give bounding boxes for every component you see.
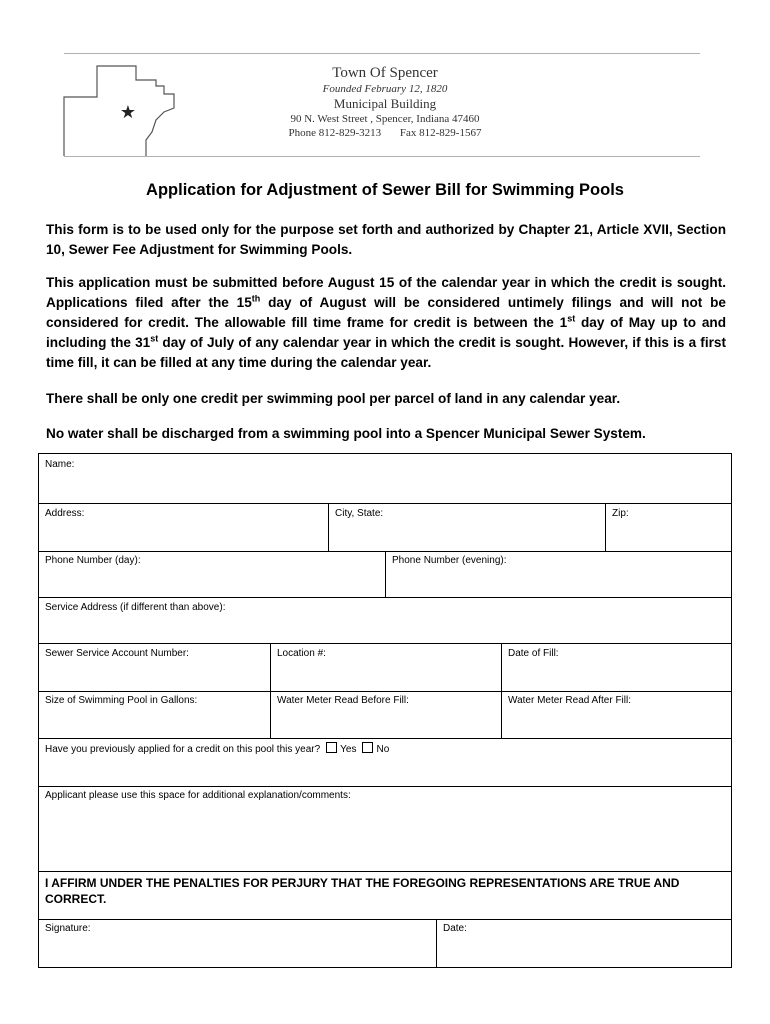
fax-number: Fax 812-829-1567 [399, 127, 482, 139]
paragraph-one-credit: There shall be only one credit per swimming pool per parcel of land in any calendar year. [46, 391, 621, 406]
yes-checkbox[interactable] [326, 742, 337, 753]
building-name: Municipal Building [333, 96, 437, 111]
meter-before-field[interactable]: Water Meter Read Before Fill: [277, 695, 409, 706]
street-address: 90 N. West Street , Spencer, Indiana 47460 [290, 113, 480, 125]
affirmation-statement: I AFFIRM UNDER THE PENALTIES FOR PERJURY THAT THE FOREGOING REPRESENTATIONS ARE TRUE AND CORRECT. [45, 876, 680, 906]
previously-applied-question: Have you previously applied for a credit on this pool this year? Yes No [45, 744, 390, 755]
account-number-field[interactable]: Sewer Service Account Number: [45, 648, 189, 659]
no-checkbox[interactable] [362, 742, 373, 753]
letterhead [270, 64, 500, 140]
address-field[interactable]: Address: [45, 508, 85, 519]
phone-day-field[interactable]: Phone Number (day): [45, 555, 141, 566]
application-form [38, 453, 732, 968]
pool-size-field[interactable]: Size of Swimming Pool in Gallons: [45, 695, 198, 706]
yes-label: Yes [340, 744, 357, 755]
paragraph-deadline: This application must be submitted before August 15 of the calendar year in which the credit is sought. Applications filed after the 15th day of August will be considered untimely filings and will not be considered for credit. The allowable fill time frame for credit is between the 1st day of May up to and including the 31st day of July of any calendar year in which the credit is sought. However, if this is a first time fill, it can be filled at any time during the calendar year. [46, 275, 726, 370]
phone-evening-field[interactable]: Phone Number (evening): [392, 555, 507, 566]
founded-date: Founded February 12, 1820 [322, 83, 448, 95]
signature-field[interactable]: Signature: [45, 923, 91, 934]
date-of-fill-field[interactable]: Date of Fill: [508, 648, 559, 659]
date-field[interactable]: Date: [443, 923, 467, 934]
name-field[interactable]: Name: [45, 459, 75, 470]
header-rule-top [64, 53, 700, 54]
star-icon: ★ [119, 102, 137, 122]
zip-field[interactable]: Zip: [612, 508, 629, 519]
contact-line [270, 126, 500, 140]
location-field[interactable]: Location #: [277, 648, 326, 659]
service-address-field[interactable]: Service Address (if different than above): [45, 602, 226, 613]
county-map-outline [60, 60, 180, 156]
page-title: Application for Adjustment of Sewer Bill for Swimming Pools [146, 181, 624, 199]
no-label: No [376, 744, 390, 755]
header-rule-bottom [64, 156, 700, 157]
paragraph-no-discharge: No water shall be discharged from a swimming pool into a Spencer Municipal Sewer System. [46, 426, 646, 441]
paragraph-purpose: This form is to be used only for the purpose set forth and authorized by Chapter 21, Article XVII, Section 10, Sewer Fee Adjustment for Swimming Pools. [46, 222, 726, 257]
town-name: Town Of Spencer [332, 65, 438, 81]
city-state-field[interactable]: City, State: [335, 508, 384, 519]
phone-number: Phone 812-829-3213 [288, 127, 382, 139]
meter-after-field[interactable]: Water Meter Read After Fill: [508, 695, 631, 706]
comments-field[interactable]: Applicant please use this space for additional explanation/comments: [45, 790, 351, 801]
